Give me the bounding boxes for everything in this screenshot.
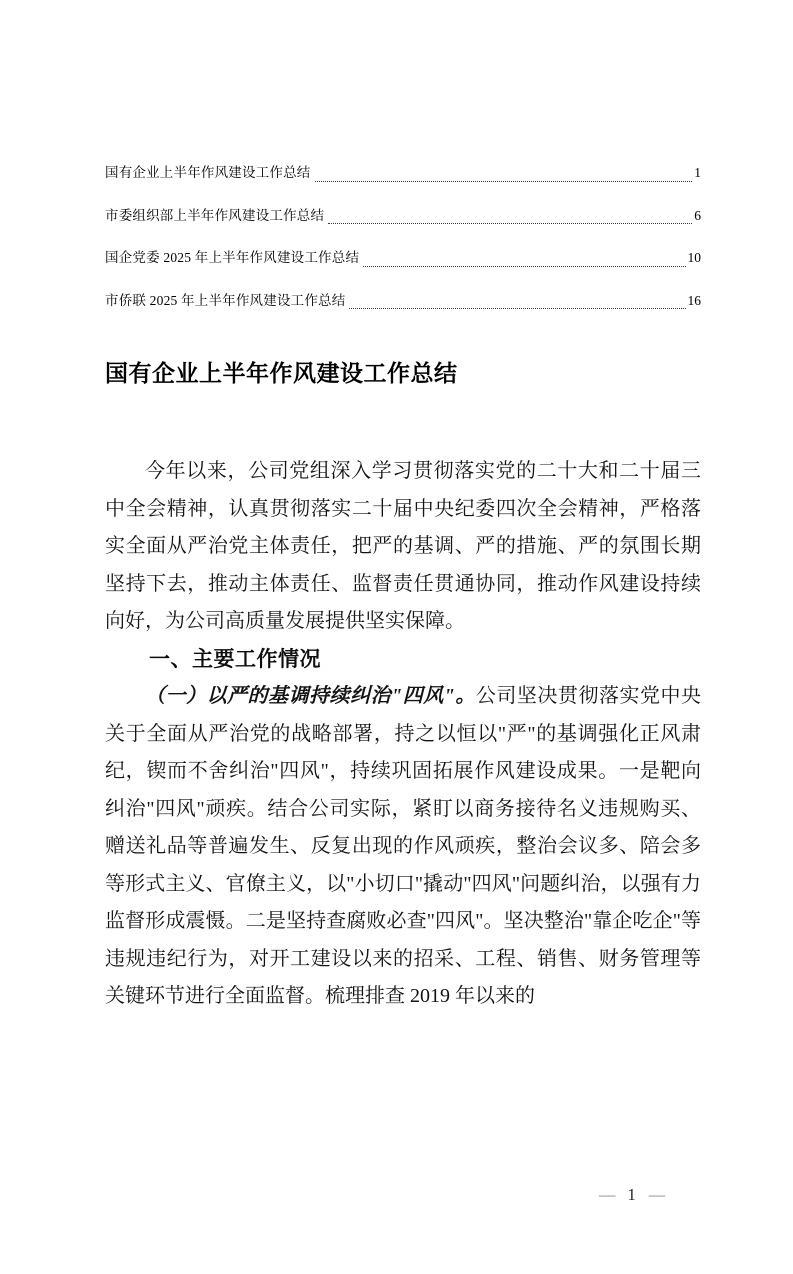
item-body-text: 公司坚决贯彻落实党中央关于全面从严治党的战略部署，持之以恒以"严"的基调强化正风肃纪，锲而不舍纠治"四风"，持续巩固拓展作风建设成果。一是靶向纠治"四风"顽疾。结合公司实际，紧盯以商务接待名义违规购买、赠送礼品等普遍发生、反复出现的作风顽疾，整治会议多、陪会多等形式主义、官僚主义，以"小切口"撬动"四风"问题纠治，以强有力监督形成震慑。二是坚持查腐败必查"四风"。坚决整治"靠企吃企"等违规违纪行为，对开工建设以来的招采、工程、销售、财务管理等关键环节进行全面监督。梳理排查 2019 年以来的 xyxy=(105,685,701,1007)
footer-dash-left: — xyxy=(599,1185,615,1204)
document-title: 国有企业上半年作风建设工作总结 xyxy=(105,360,458,386)
toc-page-number: 6 xyxy=(694,207,701,223)
page-footer xyxy=(599,1185,664,1205)
toc-entry[interactable] xyxy=(105,152,701,195)
toc-page-number: 16 xyxy=(687,292,701,308)
toc-entry[interactable] xyxy=(105,280,701,323)
section-heading: 一、主要工作情况 xyxy=(149,647,321,671)
toc-entry-title: 市侨联 2025 年上半年作风建设工作总结 xyxy=(105,292,346,308)
toc-dot-leader xyxy=(328,223,692,224)
item-lead-text: （一）以严的基调持续纠治"四风"。 xyxy=(145,685,476,707)
intro-paragraph: 今年以来，公司党组深入学习贯彻落实党的二十大和二十届三中全会精神，认真贯彻落实二十届中央纪委四次全会精神，严格落实全面从严治党主体责任，把严的基调、严的措施、严的氛围长期坚持下去，推动主体责任、监督责任贯通协同，推动作风建设持续向好，为公司高质量发展提供坚实保障。 xyxy=(105,460,701,632)
toc-entry-title: 国有企业上半年作风建设工作总结 xyxy=(105,165,311,180)
footer-dash-right: — xyxy=(648,1185,665,1204)
toc-entry[interactable] xyxy=(105,195,701,238)
toc-page-number: 10 xyxy=(687,250,701,265)
toc-dot-leader xyxy=(363,266,685,267)
toc-entry[interactable] xyxy=(105,237,701,280)
toc-page-number: 1 xyxy=(694,165,701,180)
toc-entry-title: 国企党委 2025 年上半年作风建设工作总结 xyxy=(105,250,360,265)
footer-page-number: 1 xyxy=(627,1185,636,1204)
table-of-contents xyxy=(105,152,701,322)
toc-dot-leader xyxy=(349,308,685,309)
document-page xyxy=(0,152,793,1274)
toc-dot-leader xyxy=(315,181,693,182)
item-paragraph xyxy=(105,678,701,1016)
toc-entry-title: 市委组织部上半年作风建设工作总结 xyxy=(105,207,325,223)
page-content xyxy=(0,152,793,1016)
